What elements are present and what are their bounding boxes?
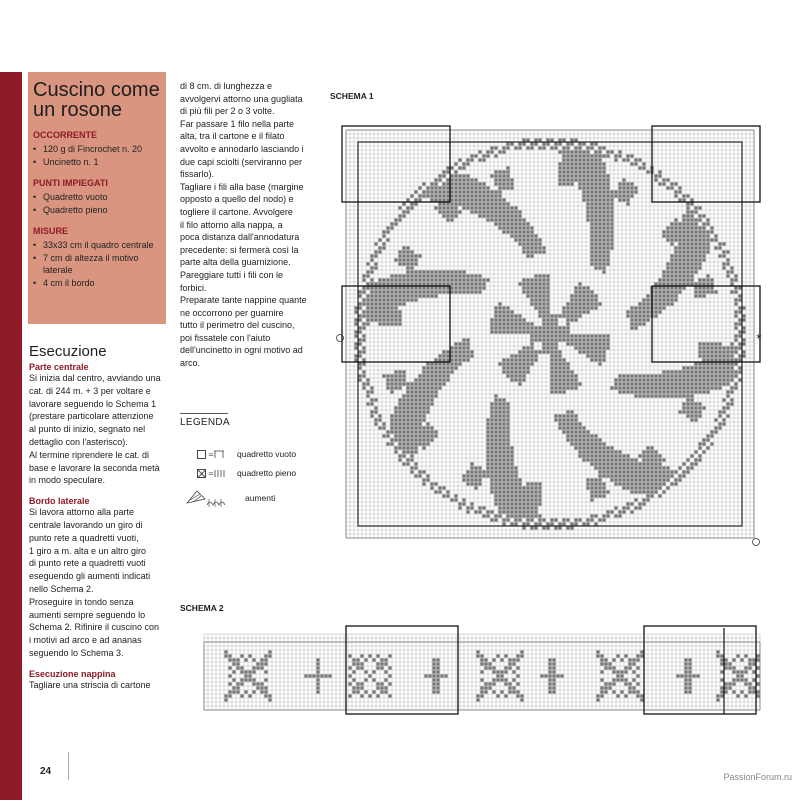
list-item: • Quadretto pieno <box>33 204 160 217</box>
list-item: • Uncinetto n. 1 <box>33 156 160 169</box>
article-title: Cuscino come un rosone <box>33 79 160 121</box>
nappina-text-continued: di 8 cm. di lunghezza e avvolgervi attorno una gugliata di più fili per 2 o 3 volte. Far passare 1 filo nella parte alta, tra il cartone e il filato avvolto e annodarlo lasciando i due capi sciolti (serviranno per fissarlo). Tagliare i fili alla base (margine opposto a quello del nodo) e togliere il cartone. Avvolgere il filo attorno alla nappa, a poca distanza dall'annodatura precedente: si fermerà così la parte alta della guarnizione. Pareggiare tutti i fili con le forbici. Preparate tante nappine quante ne occorrono per guarnire tutto il perimetro del cuscino, poi fissatele con l'aiuto dell'uncinetto in ogni motivo ad arco. <box>180 81 307 369</box>
schema1-chart <box>336 120 770 552</box>
list-item: • 120 g di Fincrochet n. 20 <box>33 143 160 156</box>
occorrente-list <box>33 143 160 168</box>
list-item: • 7 cm di altezza il motivo laterale <box>33 252 160 277</box>
legend-title: LEGENDA <box>180 413 228 428</box>
legend-item-empty <box>197 449 296 459</box>
title-box <box>28 72 166 324</box>
legend-label: quadretto vuoto <box>237 449 297 459</box>
parte-centrale-text: Si inizia dal centro, avviando una cat. di 244 m. + 3 per voltare e lavorare seguendo lo Schema 1 (prestare particolare attenzione al punto di inizio, segnato nel dettaglio con l'asterisco). Al termine riprendere le cat. di base e lavorare la seconda metà in modo speculare. <box>29 373 161 486</box>
list-item: • Quadretto vuoto <box>33 191 160 204</box>
esecuzione-heading: Esecuzione <box>29 343 107 360</box>
misure-list <box>33 239 160 289</box>
asterisk-marker: * <box>756 332 762 345</box>
page-divider <box>68 752 69 780</box>
legend-label: aumenti <box>245 493 276 503</box>
watermark-credit: PassionForum.ru <box>723 772 792 782</box>
schema2-chart <box>200 622 765 717</box>
end-marker-icon <box>753 539 760 546</box>
punti-heading: PUNTI IMPIEGATI <box>33 178 108 188</box>
red-spine-bar <box>0 72 22 800</box>
bordo-laterale-text: Si lavora attorno alla parte centrale lavorando un giro di punto rete a quadretti vuoti, 1 giro a m. alta e un altro giro di punto rete a quadretti vuoti eseguendo gli aumenti indicati nello Schema 2. Proseguire in tondo senza aumenti sempre seguendo lo Schema 2. Rifinire il cuscino con i motivi ad arco e ad ananas seguendo lo Schema 3. <box>29 507 160 658</box>
bordo-laterale-heading: Bordo laterale <box>29 496 90 507</box>
grid-lines <box>346 130 754 538</box>
nappina-text: Tagliare una striscia di cartone <box>29 679 151 690</box>
punti-list <box>33 191 160 216</box>
list-item: • 4 cm il bordo <box>33 277 160 290</box>
page-number: 24 <box>40 766 52 777</box>
instructions-column-2 <box>180 80 328 370</box>
occorrente-heading: OCCORRENTE <box>33 130 98 140</box>
empty-square-icon <box>197 449 233 459</box>
filled-square-icon <box>197 468 233 478</box>
legend-item-increase <box>185 487 275 509</box>
parte-centrale-heading: Parte centrale <box>29 362 89 372</box>
legend <box>180 413 320 503</box>
nappina-heading: Esecuzione nappina <box>29 668 116 679</box>
schema2-label: SCHEMA 2 <box>180 603 224 613</box>
misure-heading: MISURE <box>33 226 69 236</box>
list-item: • 33x33 cm il quadro centrale <box>33 239 160 252</box>
legend-label: quadretto pieno <box>237 468 297 478</box>
legend-item-filled <box>197 468 296 478</box>
svg-text:=: = <box>208 451 214 459</box>
svg-text:=: = <box>208 470 214 478</box>
instructions-column-1 <box>29 343 169 692</box>
schema1-label: SCHEMA 1 <box>330 91 374 101</box>
increase-icon <box>185 487 237 509</box>
